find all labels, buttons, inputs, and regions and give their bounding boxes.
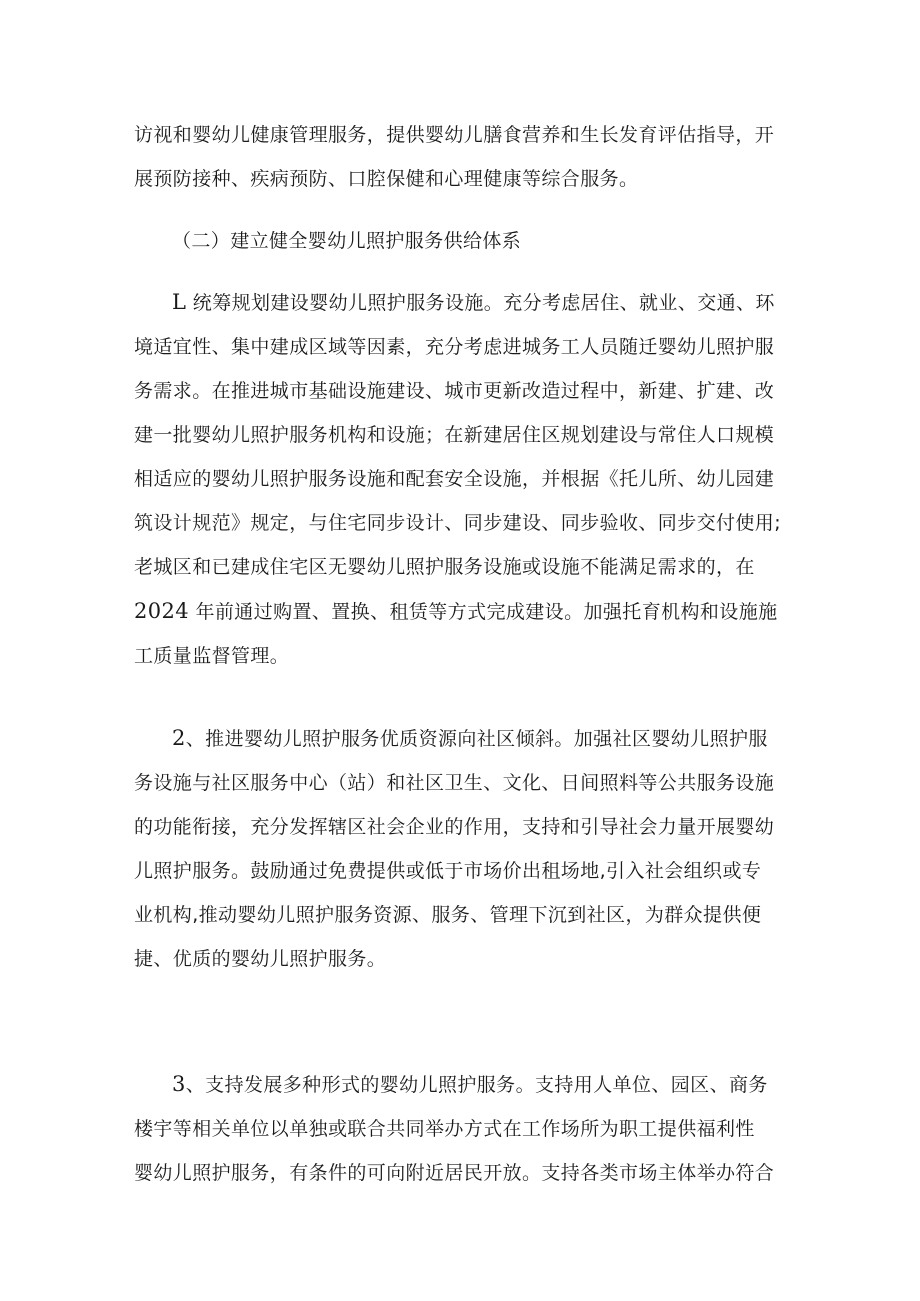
- text-line: 老城区和已建成住宅区无婴幼儿照护服务设施或设施不能满足需求的，在: [134, 556, 755, 578]
- text-line: 境适宜性、集中建成区域等因素，充分考虑进城务工人员随迁婴幼儿照护服: [134, 336, 775, 358]
- text-line: 建一批婴幼儿照护服务机构和设施；在新建居住区规划建设与常住人口规模: [134, 424, 775, 446]
- text-line-content: 统筹规划建设婴幼儿照护服务设施。充分考虑居住、就业、交通、环: [186, 292, 775, 314]
- year-number: 2024: [134, 599, 190, 623]
- paragraph-item-1: [134, 280, 794, 678]
- paragraph-item-2: [134, 716, 794, 981]
- text-line: [134, 716, 794, 761]
- text-line: 务需求。在推进城市基础设施建设、城市更新改造过程中，新建、扩建、改: [134, 380, 775, 402]
- text-line: 相适应的婴幼儿照护服务设施和配套安全设施，并根据《托儿所、幼儿园建: [134, 468, 775, 490]
- paragraph-health-services: [134, 113, 794, 201]
- section-heading: （二）建立健全婴幼儿照护服务供给体系: [172, 230, 522, 252]
- item-marker: L: [172, 290, 187, 314]
- text-line: [134, 1062, 794, 1107]
- text-line: 访视和婴幼儿健康管理服务，提供婴幼儿膳食营养和生长发育评估指导，开: [134, 124, 775, 146]
- text-line: 婴幼儿照护服务，有条件的可向附近居民开放。支持各类市场主体举办符合: [134, 1162, 775, 1184]
- text-line-content: 、支持发展多种形式的婴幼儿照护服务。支持用人单位、园区、商务: [185, 1074, 768, 1096]
- text-line: 捷、优质的婴幼儿照护服务。: [134, 948, 387, 970]
- text-line: [134, 280, 794, 325]
- text-line-content: 、推进婴幼儿照护服务优质资源向社区倾斜。加强社区婴幼儿照护服: [185, 728, 768, 750]
- text-line-content: 年前通过购置、置换、租赁等方式完成建设。加强托育机构和设施施: [189, 601, 778, 623]
- paragraph-item-3: [134, 1062, 794, 1195]
- text-line: 工质量监督管理。: [134, 645, 290, 667]
- text-line: 楼宇等相关单位以单独或联合共同举办方式在工作场所为职工提供福利性: [134, 1118, 755, 1140]
- text-line: [134, 589, 794, 634]
- text-line: 业机构,推动婴幼儿照护服务资源、服务、管理下沉到社区，为群众提供便: [134, 904, 762, 926]
- text-line: 儿照护服务。鼓励通过免费提供或低于市场价出租场地,引入社会组织或专: [134, 860, 762, 882]
- item-marker: 3: [172, 1072, 186, 1096]
- text-line: 的功能衔接，充分发挥辖区社会企业的作用，支持和引导社会力量开展婴幼: [134, 816, 775, 838]
- text-line: 务设施与社区服务中心（站）和社区卫生、文化、日间照料等公共服务设施: [134, 772, 775, 794]
- text-line: 筑设计规范》规定，与住宅同步设计、同步建设、同步验收、同步交付使用;: [134, 512, 782, 534]
- text-line: 展预防接种、疾病预防、口腔保健和心理健康等综合服务。: [134, 168, 639, 190]
- item-marker: 2: [172, 726, 186, 750]
